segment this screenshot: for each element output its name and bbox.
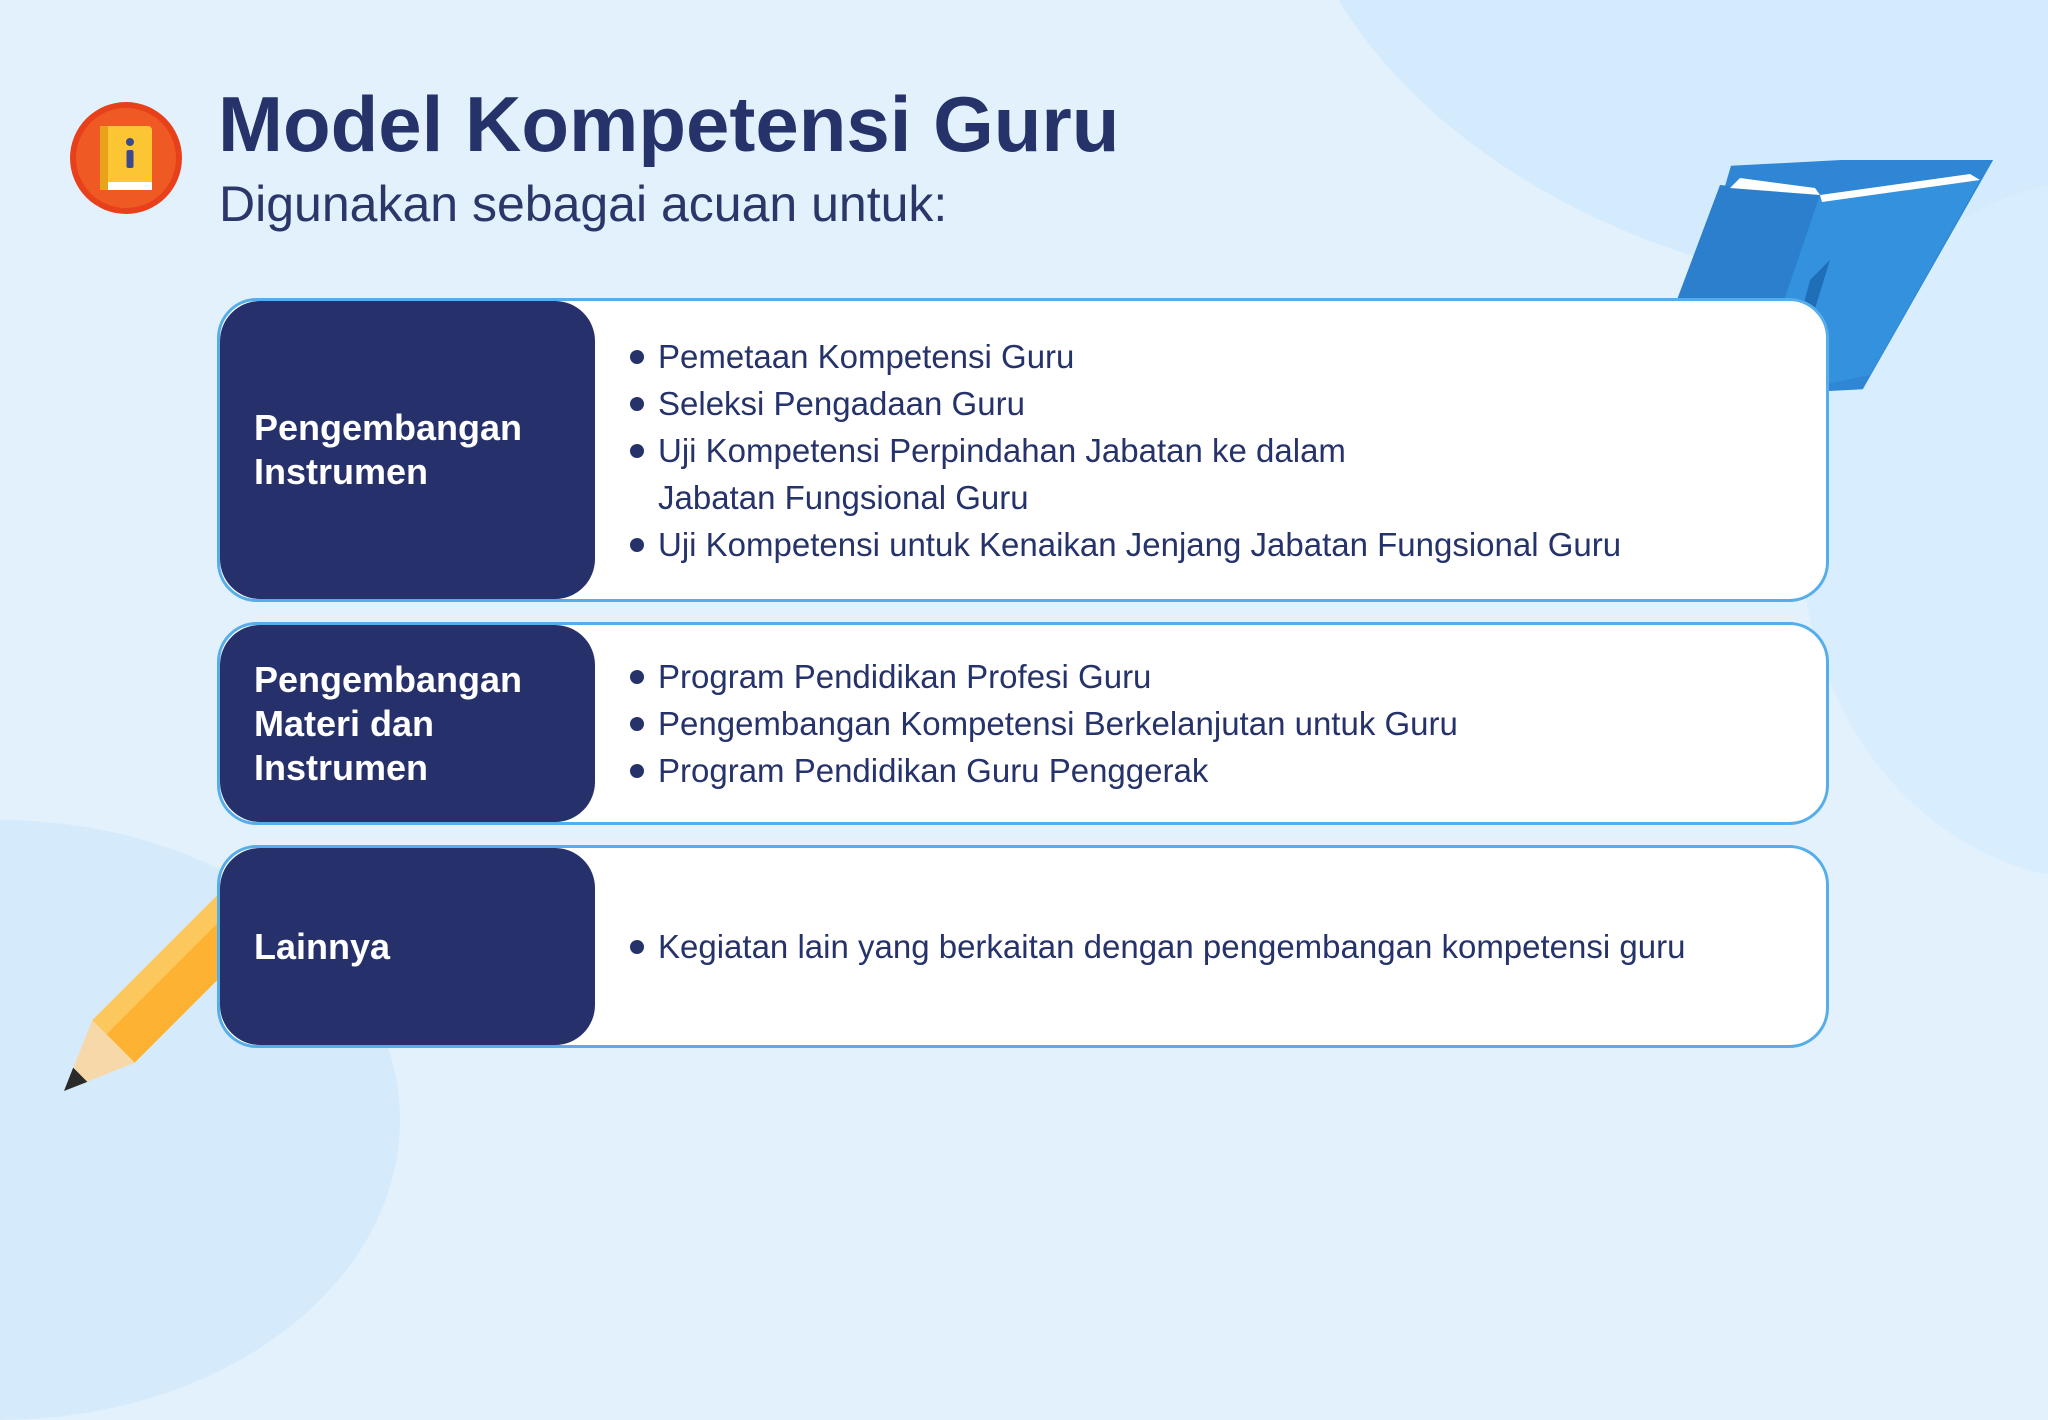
card-pengembangan-materi — [217, 622, 1829, 825]
bullet-list — [630, 625, 1796, 822]
bullet-list — [630, 848, 1796, 1045]
card-label-box — [220, 625, 595, 822]
list-item: Pemetaan Kompetensi Guru — [630, 333, 1796, 380]
page-subtitle: Digunakan sebagai acuan untuk: — [219, 176, 948, 232]
list-item: Pengembangan Kompetensi Berkelanjutan untuk Guru — [630, 700, 1796, 747]
card-label: Lainnya — [254, 925, 391, 967]
bullet-list — [630, 301, 1796, 599]
list-item: Program Pendidikan Guru Penggerak — [630, 747, 1796, 794]
list-item: Uji Kompetensi untuk Kenaikan Jenjang Jabatan Fungsional Guru — [630, 521, 1796, 568]
info-book-icon — [70, 102, 182, 214]
card-pengembangan-instrumen — [217, 298, 1829, 602]
list-item: Seleksi Pengadaan Guru — [630, 380, 1796, 427]
card-label-box — [220, 848, 595, 1045]
list-item: Program Pendidikan Profesi Guru — [630, 653, 1796, 700]
card-label: Pengembangan Instrumen — [254, 407, 523, 492]
page-title: Model Kompetensi Guru — [218, 80, 1120, 168]
card-lainnya — [217, 845, 1829, 1048]
card-label-box — [220, 301, 595, 599]
card-label: Pengembangan Materi dan Instrumen — [254, 658, 523, 788]
list-item: Uji Kompetensi Perpindahan Jabatan ke dalam Jabatan Fungsional Guru — [630, 427, 1796, 521]
list-item: Kegiatan lain yang berkaitan dengan pengembangan kompetensi guru — [630, 923, 1796, 970]
